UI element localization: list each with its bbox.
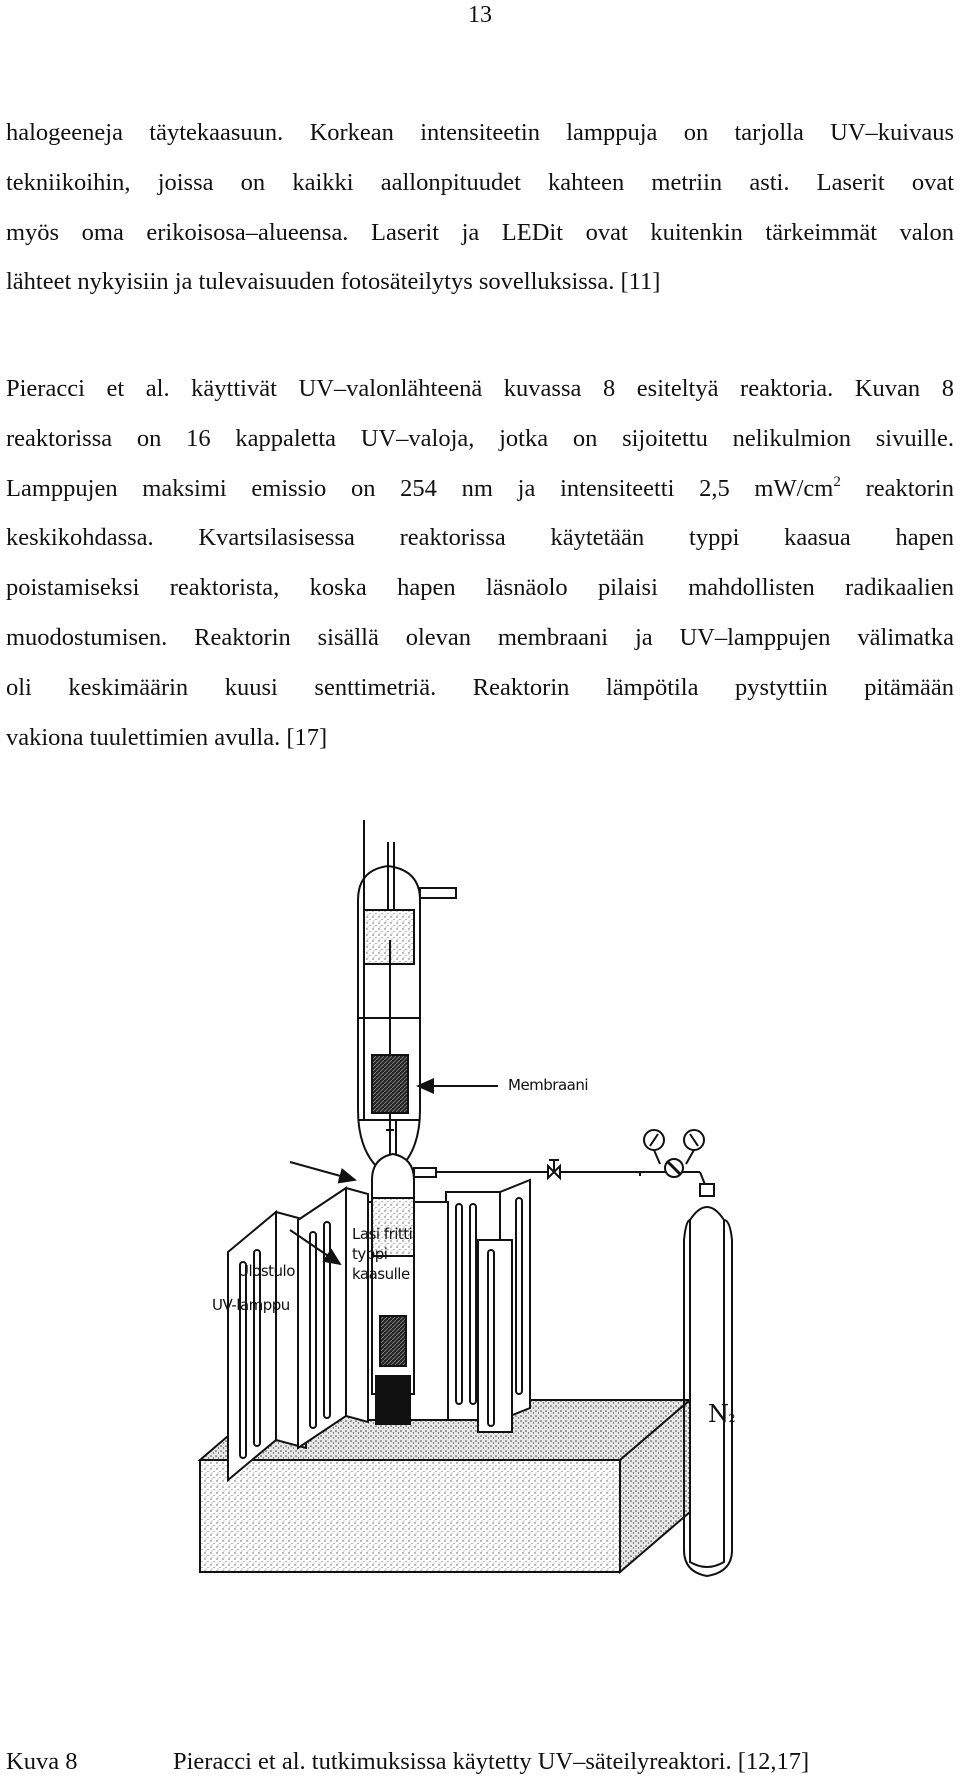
label-uv-lamppu: UV-lamppu: [212, 1296, 290, 1314]
paragraph-line: lähteet nykyisiin ja tulevaisuuden fotosäteilytys sovelluksissa. [11]: [6, 268, 661, 296]
paragraph-line: Pieracci et al. käyttivät UV–valonlähteenä kuvassa 8 esiteltyä reaktoria. Kuvan 8: [6, 375, 954, 402]
label-line: typpi: [352, 1245, 388, 1263]
paragraph-text: Lamppujen maksimi emissio on 254 nm ja intensiteetti 2,5 mW/cm: [6, 474, 834, 502]
reactor-figure: [0, 820, 960, 1740]
label-line: Lasi fritti: [352, 1225, 413, 1243]
page-number: 13: [468, 2, 492, 28]
superscript: 2: [833, 473, 841, 490]
paragraph-line: vakiona tuulettimien avulla. [17]: [6, 723, 328, 751]
label-ulostulo: Ulostulo: [238, 1262, 295, 1280]
paragraph-line: muodostumisen. Reaktorin sisällä olevan membraani ja UV–lamppujen välimatka: [6, 623, 954, 651]
paragraph-1: [6, 108, 954, 307]
label-membraani: Membraani: [508, 1076, 589, 1094]
label-lasi-fritti: [352, 1224, 412, 1284]
paragraph-line: reaktorissa on 16 kappaletta UV–valoja, jotka on sijoitettu nelikulmion sivuille.: [6, 424, 954, 452]
paragraph-line: keskikohdassa. Kvartsilasisessa reaktorissa käytetään typpi kaasua hapen: [6, 524, 954, 552]
paragraph-line: poistamiseksi reaktorista, koska hapen läsnäolo pilaisi mahdollisten radikaalien: [6, 574, 954, 602]
n2-symbol: N: [708, 1400, 729, 1428]
n2-cylinder: [684, 1184, 732, 1576]
gas-line: [436, 1130, 708, 1192]
paragraph-line-with-superscript: [6, 464, 954, 514]
label-line: kaasulle: [352, 1265, 410, 1283]
paragraph-line: tekniikoihin, joissa on kaikki aallonpituudet kahteen metriin asti. Laserit ovat: [6, 168, 954, 196]
label-n2: [708, 1400, 735, 1428]
caption-text: Pieracci et al. tutkimuksissa käytetty UV–säteilyreaktori. [12,17]: [173, 1748, 810, 1775]
paragraph-2: [6, 364, 954, 762]
caption-label: Kuva 8: [6, 1748, 78, 1775]
n2-subscript: 2: [728, 1412, 735, 1425]
reactor-drawing: [0, 820, 960, 1740]
paragraph-line: myös oma erikoisosa–alueensa. Laserit ja LEDit ovat kuitenkin tärkeimmät valon: [6, 218, 954, 246]
paragraph-text: reaktorin: [865, 474, 954, 502]
paragraph-line: oli keskimäärin kuusi senttimetriä. Reaktorin lämpötila pystyttiin pitämään: [6, 673, 954, 701]
paragraph-line: halogeeneja täytekaasuun. Korkean intensiteetin lamppuja on tarjolla UV–kuivaus: [6, 119, 954, 146]
